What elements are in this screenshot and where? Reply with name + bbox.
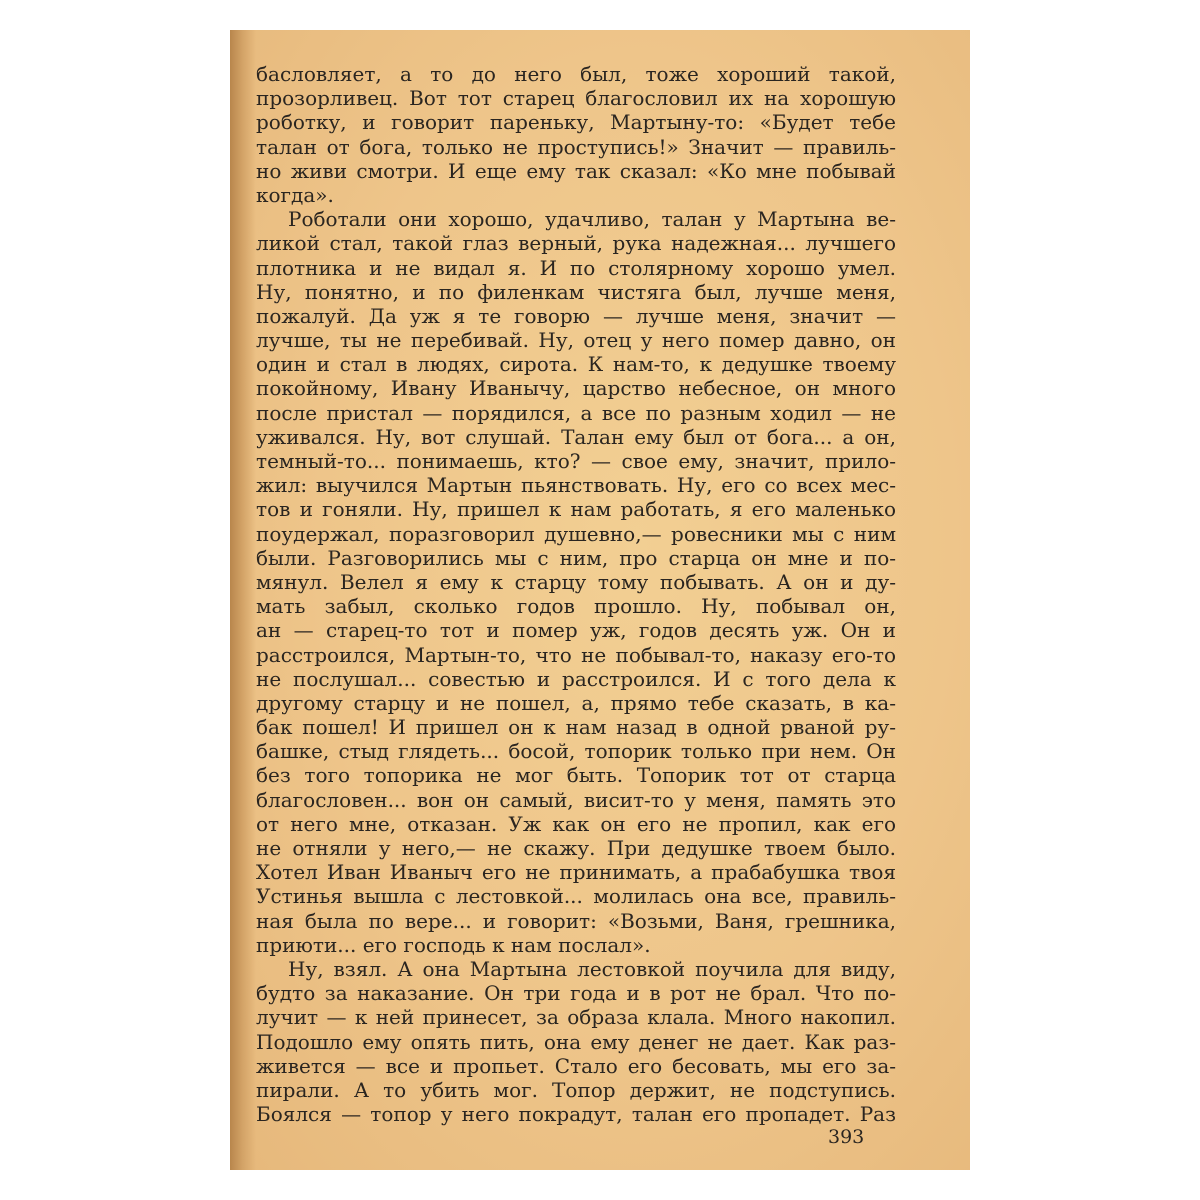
text-line: темный-то... понимаешь, кто? — свое ему, значит, прило- [256, 449, 896, 473]
text-line: но живи смотри. И еще ему так сказал: «Ко мне побывай [256, 158, 896, 183]
text-line: лучше, ты не перебивай. Ну, отец у него помер давно, он [256, 328, 896, 353]
text-line: мянул. Велел я ему к старцу тому побывать. А он и ду- [256, 569, 896, 594]
text-line: уживался. Ну, вот слушай. Талан ему был от бога... а он, [256, 424, 896, 449]
text-line: приюти... его господь к нам послал». [256, 932, 651, 957]
text-line: благословен... вон он самый, висит-то у меня, память это [256, 787, 896, 812]
text-line: будто за наказание. Он три года и в рот не брал. Что по- [256, 981, 896, 1006]
text-line: были. Разговорились мы с ним, про старца он мне и по- [256, 545, 896, 570]
text-line: когда». [256, 182, 334, 207]
text-line: Ну, взял. А она Мартына лестовкой поучила для виду, [288, 956, 896, 981]
text-line: Ну, понятно, и по филенкам чистяга был, лучше меня, [256, 279, 896, 304]
text-line: Устинья вышла с лестовкой... молилась она все, правиль- [256, 884, 896, 909]
text-line: пирали. А то убить мог. Топор держит, не подступись. [256, 1077, 896, 1102]
page-gutter-shadow [230, 30, 256, 1170]
text-line: мать забыл, сколько годов прошло. Ну, побывал он, [256, 594, 896, 619]
text-line: поудержал, поразговорил душевно,— ровесники мы с ним [256, 521, 896, 546]
text-line: роботку, и говорит пареньку, Мартыну-то: «Будет тебе [256, 110, 896, 135]
text-line: башке, стыд глядеть... босой, топорик только при нем. Он [256, 739, 896, 764]
text-line: бак пошел! И пришел он к нам назад в одной рваной ру- [256, 715, 896, 740]
book-page [230, 30, 970, 1170]
text-line: жил: выучился Мартын пьянствовать. Ну, его со всех мес- [256, 473, 896, 498]
text-line: плотника и не видал я. И по столярному хорошо умел. [256, 255, 896, 280]
text-line: Роботали они хорошо, удачливо, талан у Мартына ве- [288, 207, 896, 232]
text-line: от него мне, отказан. Уж как он его не пропил, как его [256, 811, 896, 836]
text-line: ликой стал, такой глаз верный, рука надежная... лучшего [256, 231, 896, 256]
text-line: талан от бога, только не проступись!» Значит — правиль- [256, 134, 896, 159]
text-line: тов и гоняли. Ну, пришел к нам работать, я его маленько [256, 497, 896, 522]
text-line: без того топорика не мог быть. Топорик тот от старца [256, 763, 896, 788]
page-number: 393 [828, 1126, 865, 1148]
text-line: Подошло ему опять пить, она ему денег не дает. Как раз- [256, 1029, 896, 1054]
text-line: ная была по вере... и говорит: «Возьми, Ваня, грешника, [256, 908, 896, 933]
text-line: живется — все и пропьет. Стало его бесовать, мы его за- [256, 1053, 896, 1078]
text-line: Боялся — топор у него покрадут, талан его пропадет. Раз [256, 1102, 896, 1127]
text-line: не послушал... совестью и расстроился. И с того дела к [256, 666, 896, 691]
text-line: пожалуй. Да уж я те говорю — лучше меня, значит — [256, 303, 896, 328]
text-line: покойному, Ивану Иванычу, царство небесное, он много [256, 376, 896, 401]
text-line: расстроился, Мартын-то, что не побывал-то, наказу его-то [256, 642, 896, 667]
text-line: Хотел Иван Иваныч его не принимать, а прабабушка твоя [256, 860, 896, 885]
text-line: не отняли у него,— не скажу. При дедушке твоем было. [256, 836, 896, 860]
text-line: после пристал — порядился, а все по разным ходил — не [256, 400, 896, 425]
text-line: другому старцу и не пошел, а, прямо тебе сказать, в ка- [256, 690, 896, 715]
text-line: прозорливец. Вот тот старец благословил их на хорошую [256, 86, 896, 111]
text-line: лучит — к ней принесет, за образа клала. Много накопил. [256, 1005, 896, 1030]
text-line: ан — старец-то тот и помер уж, годов десять уж. Он и [256, 618, 896, 643]
body-text [256, 62, 896, 1126]
text-line: один и стал в людях, сирота. К нам-то, к дедушке твоему [256, 352, 896, 377]
text-line: басловляет, а то до него был, тоже хороший такой, [256, 62, 896, 86]
